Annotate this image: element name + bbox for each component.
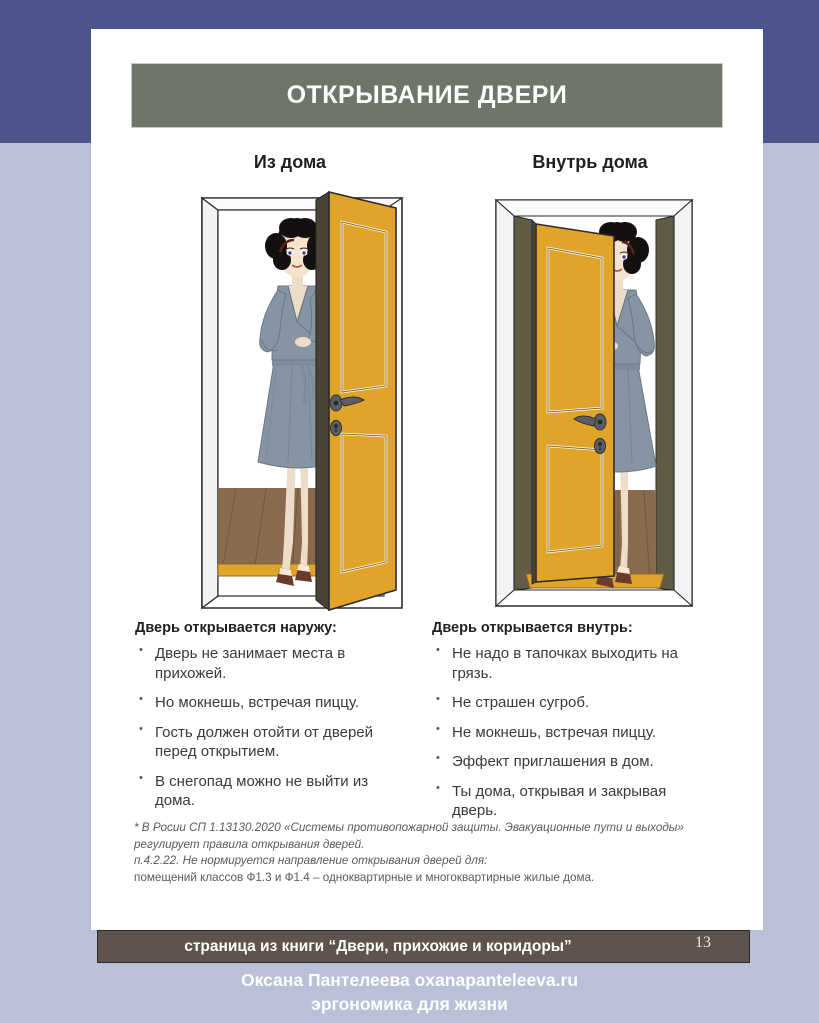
illustration-door-outward [196, 190, 408, 615]
list-item: • В снегопад можно не выйти из дома. [135, 772, 405, 811]
page-title: ОТКРЫВАНИЕ ДВЕРИ [286, 81, 568, 109]
bullet-list-inward [432, 644, 712, 821]
list-item: • Не мокнешь, встречая пиццу. [432, 723, 712, 743]
bullet-list-outward [135, 644, 405, 811]
list-item: • Не надо в тапочках выходить на грязь. [432, 644, 712, 683]
credits [0, 968, 819, 1016]
list-item: • Но мокнешь, встречая пиццу. [135, 693, 405, 713]
list-item: • Гость должен отойти от дверей перед открытием. [135, 723, 405, 762]
footer-bar [97, 930, 750, 963]
page-number: 13 [695, 934, 711, 951]
footnote-line-3: помещений классов Ф1.3 и Ф1.4 – одноквартирные и многоквартирные жилые дома. [134, 870, 595, 884]
footnote [134, 820, 714, 886]
illustration-door-inward [488, 190, 700, 615]
list-item: • Ты дома, открывая и закрывая дверь. [432, 782, 712, 821]
page-title-bar [131, 63, 723, 128]
list-item: • Дверь не занимает места в прихожей. [135, 644, 405, 683]
text-column-inward [432, 620, 712, 831]
credits-line-1: Оксана Пантелеева oxanapanteleeva.ru [240, 970, 579, 990]
list-heading-inward: Дверь открывается внутрь: [432, 620, 633, 636]
list-heading-outward: Дверь открывается наружу: [135, 620, 337, 636]
column-heading-left: Из дома [253, 152, 327, 172]
text-column-outward [135, 620, 405, 821]
footnote-line-1: * В Росии СП 1.13130.2020 «Системы противопожарной защиты. Эвакуационные пути и выходы» регулирует правила открывания дверей. [134, 821, 684, 851]
credits-line-2: эргономика для жизни [311, 994, 508, 1015]
list-item: • Эффект приглашения в дом. [432, 752, 712, 772]
list-item: • Не страшен сугроб. [432, 693, 712, 713]
column-heading-right: Внутрь дома [532, 152, 648, 172]
footer-source-text: страница из книги “Двери, прихожие и коридоры” [184, 937, 572, 955]
footnote-line-2: п.4.2.22. Не нормируется направление открывания дверей для: [134, 854, 488, 868]
